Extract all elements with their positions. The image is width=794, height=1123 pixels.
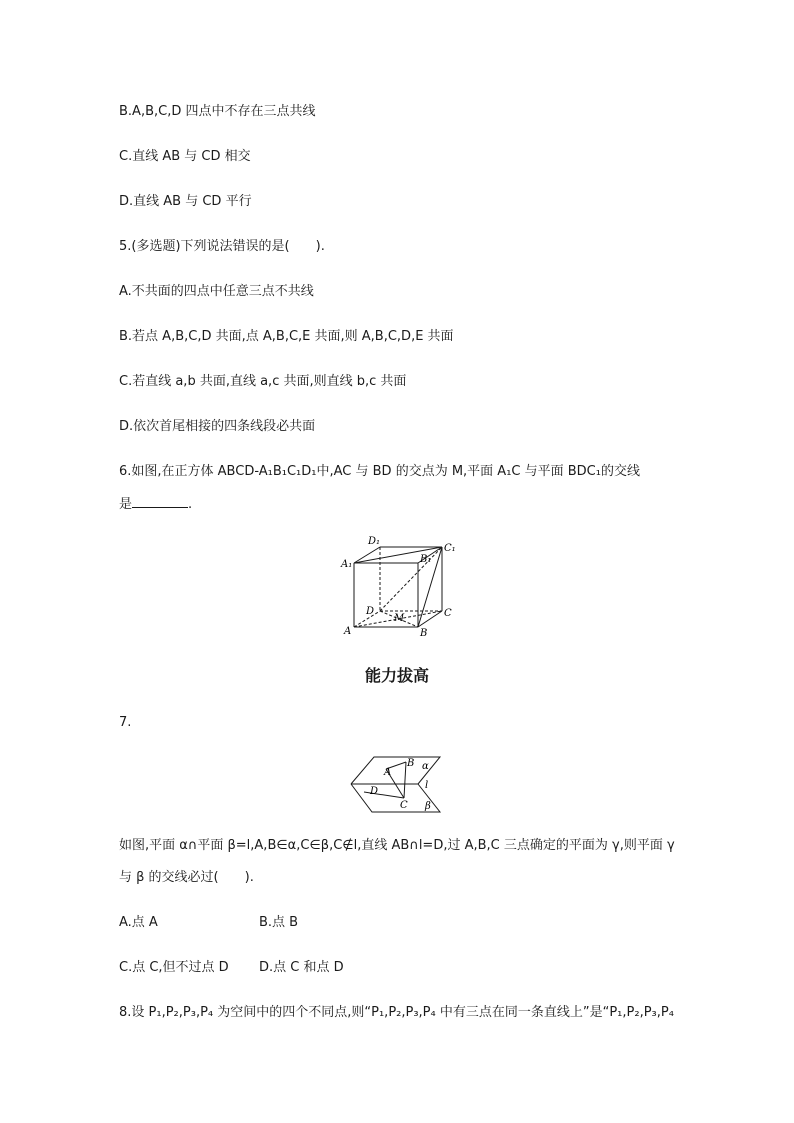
label-D: D — [366, 606, 375, 617]
q6-stem-prefix: 是 — [119, 497, 133, 512]
q5-option-a: A.不共面的四点中任意三点不共线 — [119, 284, 314, 299]
q5-option-d: D.依次首尾相接的四条线段必共面 — [119, 419, 316, 434]
q6-stem-suffix: . — [188, 497, 193, 512]
q4-option-d: D.直线 AB 与 CD 平行 — [119, 194, 252, 209]
q7-option-b: B.点 B — [259, 915, 299, 930]
label-A1: A₁ — [341, 559, 353, 570]
label-B: B — [420, 628, 428, 639]
section-title: 能力拔高 — [364, 666, 429, 685]
label-A: A — [344, 626, 352, 637]
label-D1: D₁ — [368, 536, 381, 547]
label-M: M — [394, 613, 405, 624]
q4-option-c: C.直线 AB 与 CD 相交 — [119, 149, 251, 164]
label-A: A — [384, 767, 392, 778]
label-C1: C₁ — [444, 543, 456, 554]
label-alpha: α — [422, 761, 429, 772]
planes-figure — [348, 752, 444, 818]
label-C: C — [444, 608, 452, 619]
q7-option-c: C.点 C,但不过点 D — [119, 960, 229, 975]
label-C: C — [400, 800, 408, 811]
q7-number: 7. — [119, 715, 132, 730]
label-l: l — [425, 780, 429, 791]
q7-option-a: A.点 A — [119, 915, 158, 930]
q7-option-d: D.点 C 和点 D — [259, 960, 344, 975]
answer-blank — [132, 495, 188, 508]
q4-option-b: B.A,B,C,D 四点中不存在三点共线 — [119, 104, 316, 119]
cube-figure — [338, 532, 463, 642]
label-B: B — [407, 758, 415, 769]
label-beta: β — [425, 801, 431, 812]
q8-stem-line1: 8.设 P₁,P₂,P₃,P₄ 为空间中的四个不同点,则“P₁,P₂,P₃,P₄ 中有三点在同一条直线上”是“P₁,P₂,P₃,P₄ — [119, 1005, 674, 1020]
label-D: D — [370, 786, 379, 797]
q5-option-c: C.若直线 a,b 共面,直线 a,c 共面,则直线 b,c 共面 — [119, 374, 407, 389]
q7-stem-line1: 如图,平面 α∩平面 β=l,A,B∈α,C∈β,C∉l,直线 AB∩l=D,过 A,B,C 三点确定的平面为 γ,则平面 γ — [119, 838, 675, 853]
q7-stem-line2: 与 β 的交线必过( ). — [119, 870, 254, 885]
q5-option-b: B.若点 A,B,C,D 共面,点 A,B,C,E 共面,则 A,B,C,D,E 共面 — [119, 329, 454, 344]
q6-stem-line2 — [119, 495, 192, 514]
q5-stem: 5.(多选题)下列说法错误的是( ). — [119, 239, 325, 254]
q6-stem-line1: 6.如图,在正方体 ABCD-A₁B₁C₁D₁中,AC 与 BD 的交点为 M,平面 A₁C 与平面 BDC₁的交线 — [119, 464, 640, 479]
label-B1: B₁ — [420, 554, 432, 565]
